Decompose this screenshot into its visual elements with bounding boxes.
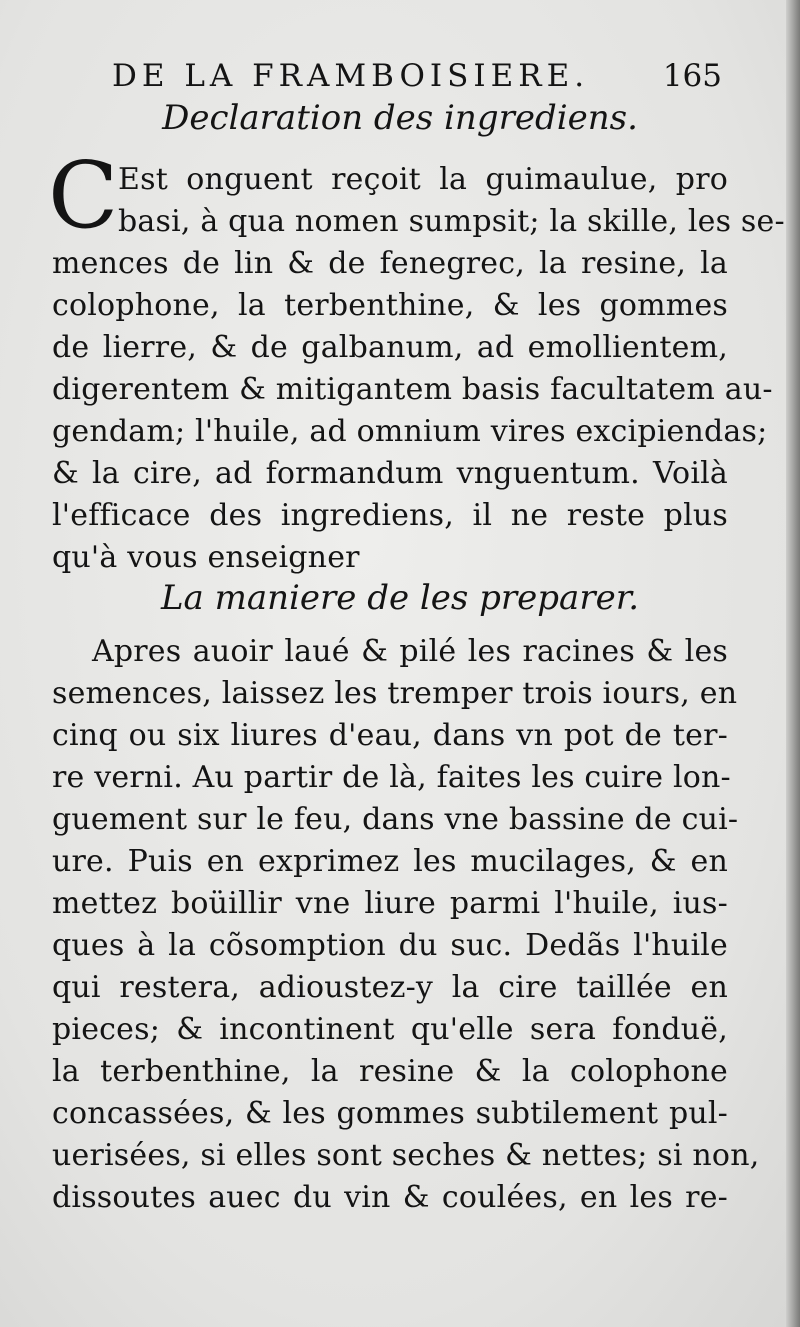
text-line: semences, laissez les tremper trois iours, en [52, 676, 738, 711]
drop-capital: C [48, 142, 119, 249]
text-line: qu'à vous enseigner [52, 540, 360, 575]
page-spine-shadow [786, 0, 800, 1327]
page-header [112, 52, 722, 102]
text-line: mences de lin & de fenegrec, la resine, la [52, 246, 728, 281]
text-line: digerentem & mitigantem basis facultatem au- [52, 372, 773, 407]
section-heading-declaration: Declaration des ingrediens. [162, 98, 638, 138]
text-line: la terbenthine, la resine & la colophone [52, 1054, 728, 1089]
text-line: ques à la cõsomption du suc. Dedãs l'huile [52, 928, 728, 963]
text-line: & la cire, ad formandum vnguentum. Voilà [52, 456, 728, 491]
section-heading-maniere: La maniere de les preparer. [160, 578, 640, 618]
page-number: 165 [662, 58, 722, 94]
text-line: ure. Puis en exprimez les mucilages, & en [52, 844, 728, 879]
text-line: pieces; & incontinent qu'elle sera fonduë, [52, 1012, 728, 1047]
text-line: dissoutes auec du vin & coulées, en les re- [52, 1180, 728, 1215]
text-line: Apres auoir laué & pilé les racines & les [92, 634, 728, 669]
text-line: de lierre, & de galbanum, ad emollientem, [52, 330, 728, 365]
text-line: cinq ou six liures d'eau, dans vn pot de ter- [52, 718, 728, 753]
running-title: DE LA FRAMBOISIERE. [112, 58, 590, 94]
text-line: concassées, & les gommes subtilement pul- [52, 1096, 728, 1131]
text-line: re verni. Au partir de là, faites les cuire lon- [52, 760, 731, 795]
text-line: colophone, la terbenthine, & les gommes [52, 288, 728, 323]
text-line: gendam; l'huile, ad omnium vires excipiendas; [52, 414, 768, 449]
text-line: Est onguent reçoit la guimaulue, pro [118, 162, 728, 197]
text-line: guement sur le feu, dans vne bassine de cui- [52, 802, 739, 837]
text-line: uerisées, si elles sont seches & nettes; si non, [52, 1138, 760, 1173]
text-line: mettez boüillir vne liure parmi l'huile, ius- [52, 886, 728, 921]
text-line: basi, à qua nomen sumpsit; la skille, les se- [118, 204, 785, 239]
text-line: l'efficace des ingrediens, il ne reste plus [52, 498, 728, 533]
text-line: qui restera, adioustez-y la cire taillée en [52, 970, 728, 1005]
